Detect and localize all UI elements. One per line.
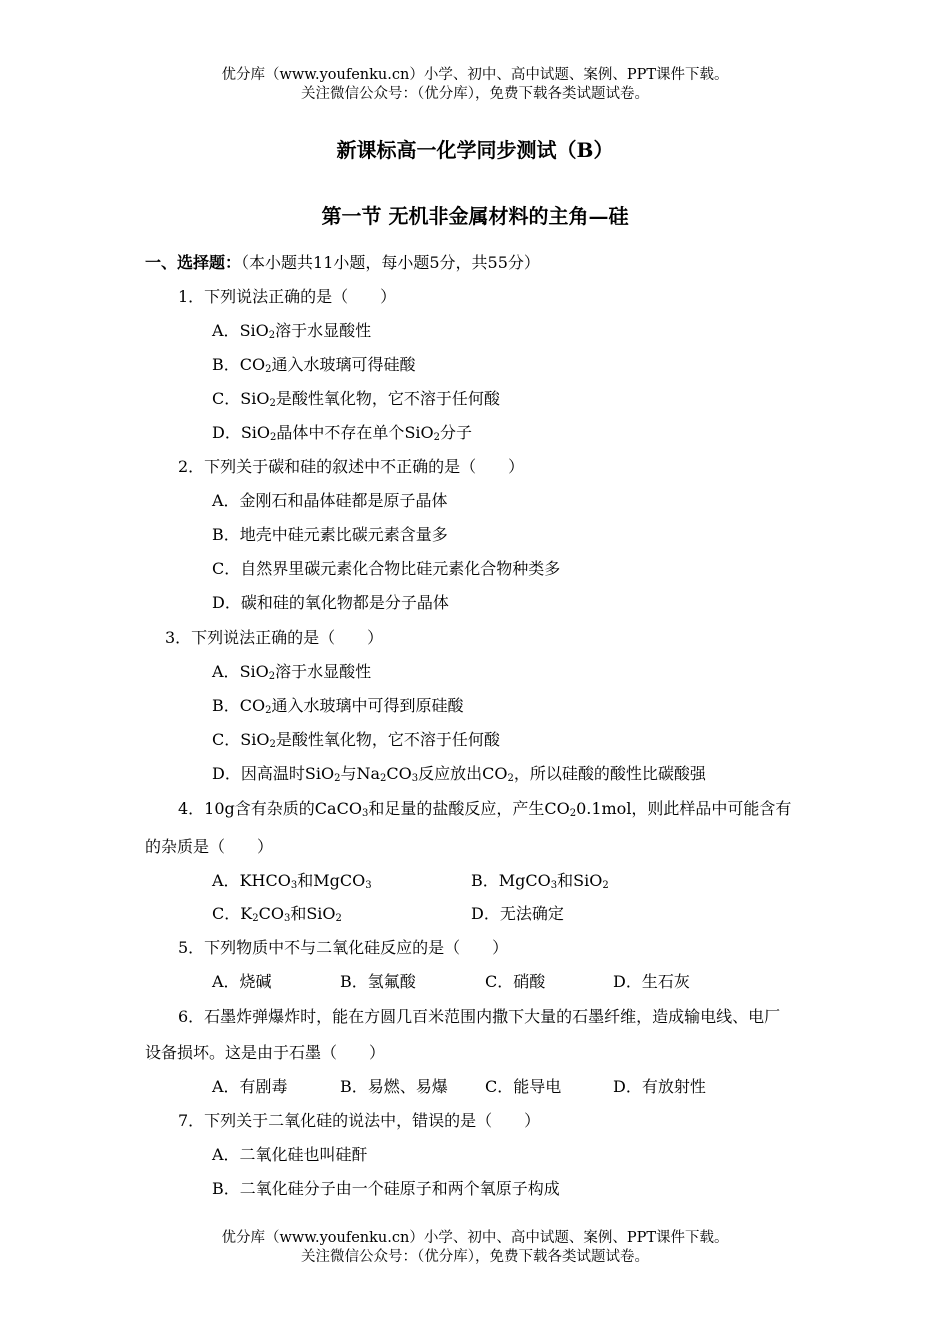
question-6-option-c: C．能导电 (485, 1077, 562, 1096)
section-subtitle: 第一节 无机非金属材料的主角—硅 (321, 204, 629, 228)
question-2-option-b: B．地壳中硅元素比碳元素含量多 (212, 525, 448, 544)
question-3-option-d: D．因高温时SiO$_2$与$Na_2CO_3$反应放出$CO_2$，所以硅酸的酸性比碳酸强 (212, 764, 706, 784)
page-footer (0, 1229, 950, 1267)
question-7-option-a: A．二氧化硅也叫硅酐 (212, 1145, 368, 1164)
question-2-option-d: D．碳和硅的氧化物都是分子晶体 (212, 593, 449, 612)
question-5-option-c: C．硝酸 (485, 972, 546, 991)
question-4-stem: 4．10g含有杂质的CaCO$_3$和足量的盐酸反应，产生$CO_20.1mol$，则此样品中可能含有 (178, 799, 792, 819)
question-4-option-c: C．$K_2CO_3$和SiO$_2$ (212, 904, 342, 924)
question-4-stem-continued: 的杂质是（ ） (145, 837, 274, 856)
question-2-option-c: C．自然界里碳元素化合物比硅元素化合物种类多 (212, 559, 561, 578)
question-6-stem-continued: 设备损坏。这是由于石墨（ ） (145, 1043, 386, 1062)
question-4-option-b: B．MgCO$_3$和SiO$_2$ (471, 871, 609, 891)
section-heading (145, 252, 540, 274)
section-label: 一、选择题： (145, 253, 242, 272)
page-header (0, 66, 950, 104)
question-1-option-a: A．SiO$_2$溶于水显酸性 (212, 321, 372, 341)
question-3-option-c: C．SiO$_2$是酸性氧化物，它不溶于任何酸 (212, 730, 500, 750)
question-6-option-b: B．易燃、易爆 (340, 1077, 448, 1096)
question-1-stem: 1．下列说法正确的是（ ） (178, 287, 397, 306)
question-3-option-b: B．$CO_2$通入水玻璃中可得到原硅酸 (212, 696, 464, 716)
question-3-stem: 3．下列说法正确的是（ ） (165, 628, 384, 647)
question-6-option-d: D．有放射性 (613, 1077, 706, 1096)
question-1-option-d: D．SiO$_2$晶体中不存在单个SiO$_2$分子 (212, 423, 473, 443)
question-4-option-d: D．无法确定 (471, 904, 564, 923)
header-line-2: 关注微信公众号：（优分库），免费下载各类试题试卷。 (301, 86, 649, 102)
section-note: （本小题共11小题，每小题5分，共55分） (241, 253, 540, 272)
question-1-option-c: C．SiO$_2$是酸性氧化物，它不溶于任何酸 (212, 389, 500, 409)
question-5-stem: 5．下列物质中不与二氧化硅反应的是（ ） (178, 938, 509, 957)
question-5-option-a: A．烧碱 (212, 972, 272, 991)
footer-line-1: 优分库（www.youfenku.cn）小学、初中、高中试题、案例、PPT课件下载。 (221, 1230, 729, 1246)
page-title: 新课标高一化学同步测试（B） (336, 138, 614, 162)
question-3-option-a: A．SiO$_2$溶于水显酸性 (212, 662, 372, 682)
question-2-stem: 2．下列关于碳和硅的叙述中不正确的是（ ） (178, 457, 525, 476)
question-7-option-b: B．二氧化硅分子由一个硅原子和两个氧原子构成 (212, 1179, 560, 1198)
footer-line-2: 关注微信公众号：（优分库），免费下载各类试题试卷。 (301, 1249, 649, 1265)
question-6-stem: 6．石墨炸弹爆炸时，能在方圆几百米范围内撒下大量的石墨纤维，造成输电线、电厂 (178, 1007, 781, 1026)
question-5-option-d: D．生石灰 (613, 972, 690, 991)
question-5-option-b: B．氢氟酸 (340, 972, 416, 991)
header-line-1: 优分库（www.youfenku.cn）小学、初中、高中试题、案例、PPT课件下载。 (221, 67, 729, 83)
question-4-option-a: A．$KHCO_3$和MgCO$_3$ (212, 871, 372, 891)
question-7-stem: 7．下列关于二氧化硅的说法中，错误的是（ ） (178, 1111, 541, 1130)
question-2-option-a: A．金刚石和晶体硅都是原子晶体 (212, 491, 448, 510)
question-6-option-a: A．有剧毒 (212, 1077, 288, 1096)
question-1-option-b: B．$CO_2$通入水玻璃可得硅酸 (212, 355, 416, 375)
